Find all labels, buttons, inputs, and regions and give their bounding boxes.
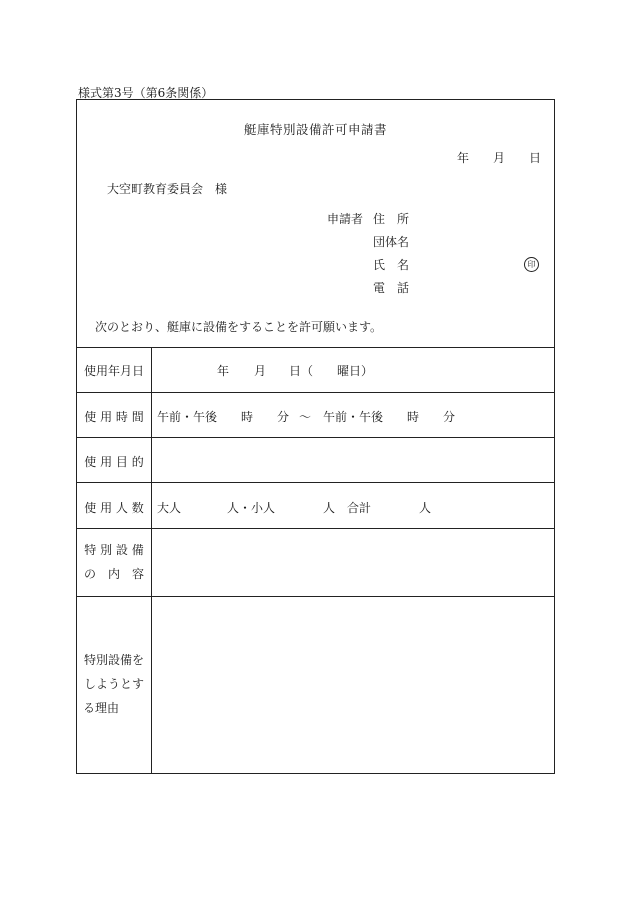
- seal-mark-icon: 印: [524, 257, 539, 272]
- use-time-ampm-end: 午前・午後: [323, 410, 384, 424]
- purpose-label: 使 用 目 的: [84, 455, 144, 469]
- row-divider: [77, 437, 554, 438]
- use-time-minute-end: 分: [443, 410, 456, 424]
- use-date-month: 月: [254, 364, 267, 378]
- use-date-day: 日（ 曜日）: [289, 364, 374, 378]
- use-date-label: 使用年月日: [83, 364, 144, 378]
- table-top-rule: [77, 347, 554, 348]
- application-form: [76, 99, 555, 774]
- people-count-label: 使 用 人 数: [84, 501, 144, 515]
- use-time-label: 使 用 時 間: [84, 410, 144, 424]
- use-time-hour-start: 時: [241, 410, 254, 424]
- row-divider: [77, 596, 554, 597]
- addressee: 大空町教育委員会 様: [107, 182, 228, 196]
- form-title: 艇庫特別設備許可申請書: [243, 122, 387, 137]
- applicant-organization-label: 団体名: [373, 235, 410, 249]
- row-divider: [77, 392, 554, 393]
- use-time-minute-start: 分: [277, 410, 290, 424]
- applicant-address-label: 住 所: [373, 212, 410, 226]
- people-children-label: 人・小人: [227, 501, 276, 515]
- people-adults-label: 大人: [157, 501, 182, 515]
- applicant-heading: 申請者: [327, 212, 364, 226]
- use-time-tilde: ～: [299, 410, 312, 424]
- row-divider: [77, 482, 554, 483]
- applicant-phone-label: 電 話: [373, 281, 410, 295]
- request-statement: 次のとおり、艇庫に設備をすることを許可願います。: [95, 320, 383, 334]
- date-year-label: 年: [457, 151, 470, 165]
- reason-label: [77, 648, 151, 720]
- use-time-hour-end: 時: [407, 410, 420, 424]
- people-unit-label: 人: [419, 501, 432, 515]
- row-divider: [77, 528, 554, 529]
- label-column-divider: [151, 347, 152, 774]
- reason-label-line3: る理由: [83, 701, 120, 715]
- date-day-label: 日: [529, 151, 542, 165]
- equipment-content-label: [77, 538, 151, 586]
- reason-label-line1: 特別設備を: [83, 653, 144, 667]
- equipment-content-label-line2: の 内 容: [83, 567, 144, 581]
- people-total-label: 人 合計: [323, 501, 372, 515]
- use-time-ampm-start: 午前・午後: [157, 410, 218, 424]
- reason-label-line2: しようとす: [83, 677, 144, 691]
- use-date-year: 年: [217, 364, 230, 378]
- equipment-content-label-line1: 特 別 設 備: [84, 543, 144, 557]
- applicant-name-label: 氏 名: [373, 258, 410, 272]
- form-number-label: 様式第3号（第6条関係）: [78, 86, 214, 100]
- date-month-label: 月: [493, 151, 506, 165]
